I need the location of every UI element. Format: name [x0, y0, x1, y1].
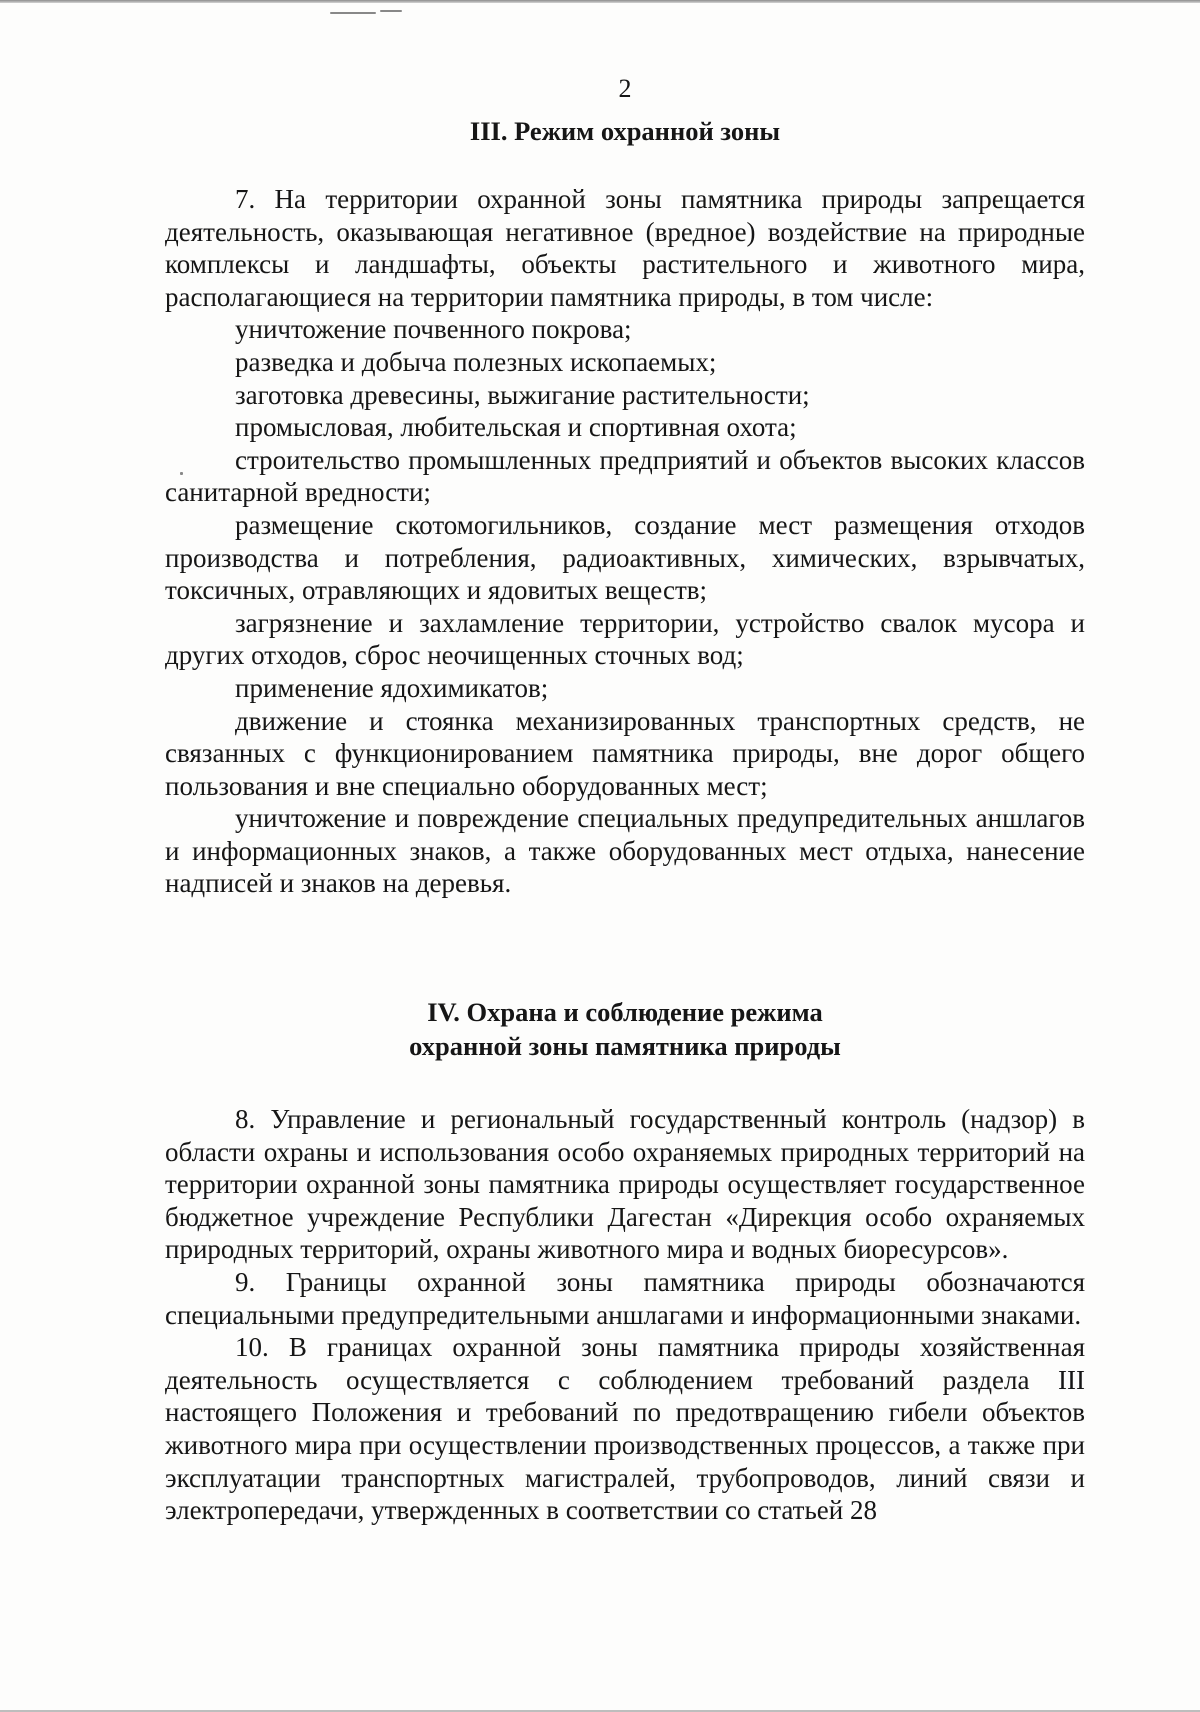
list-item: заготовка древесины, выжигание растительности;: [235, 379, 810, 410]
page-number: 2: [618, 74, 632, 103]
list-item: строительство промышленных предприятий и объектов высоких классов санитарной вредности;: [165, 444, 1085, 508]
paragraph-8: 8. Управление и региональный государственный контроль (надзор) в области охраны и использования особо охраняемых природных территорий на территории охранной зоны памятника природы осуществляет государственное бюджетное учреждение Республики Дагестан «Дирекция особо охраняемых природных территорий, охраны животного мира и водных биоресурсов».: [165, 1104, 1085, 1265]
list-item: движение и стоянка механизированных транспортных средств, не связанных с функционированием памятника природы, вне дорог общего пользования и вне специально оборудованных мест;: [165, 705, 1085, 801]
scan-edge-top: [0, 0, 1200, 3]
section-4-title-line-2: охранной зоны памятника природы: [409, 1031, 841, 1062]
list-item: загрязнение и захламление территории, устройство свалок мусора и других отходов, сброс неочищенных сточных вод;: [165, 607, 1085, 671]
list-item: уничтожение почвенного покрова;: [235, 314, 632, 345]
list-item: промысловая, любительская и спортивная охота;: [235, 412, 797, 443]
scan-speck: [330, 12, 376, 14]
paragraph-7: 7. На территории охранной зоны памятника природы запрещается деятельность, оказывающая негативное (вредное) воздействие на природные комплексы и ландшафты, объекты растительного и животного мира, располагающиеся на территории памятника природы, в том числе:: [165, 184, 1085, 312]
section-4-title-line-1: IV. Охрана и соблюдение режима: [427, 997, 823, 1028]
paragraph-10: 10. В границах охранной зоны памятника природы хозяйственная деятельность осуществляется с соблюдением требований раздела III настоящего Положения и требований по предотвращению гибели объектов животного мира при осуществлении производственных процессов, а также при эксплуатации транспортных магистралей, трубопроводов, линий связи и электропередачи, утвержденных в соответствии со статьей 28: [165, 1332, 1085, 1526]
list-item: разведка и добыча полезных ископаемых;: [235, 346, 717, 377]
list-item: размещение скотомогильников, создание мест размещения отходов производства и потребления, радиоактивных, химических, взрывчатых, токсичных, отравляющих и ядовитых веществ;: [165, 509, 1085, 606]
list-item: уничтожение и повреждение специальных предупредительных аншлагов и информационных знаков, а также оборудованных мест отдыха, нанесение надписей и знаков на деревья.: [165, 803, 1085, 899]
list-item: применение ядохимикатов;: [235, 672, 549, 703]
page-content: [165, 72, 1085, 1527]
scan-speck: [380, 10, 402, 12]
paragraph-9: 9. Границы охранной зоны памятника природы обозначаются специальными предупредительными аншлагами и информационными знаками.: [165, 1267, 1085, 1330]
section-4-title: [165, 995, 1085, 1063]
section-3-title: III. Режим охранной зоны: [469, 116, 781, 146]
